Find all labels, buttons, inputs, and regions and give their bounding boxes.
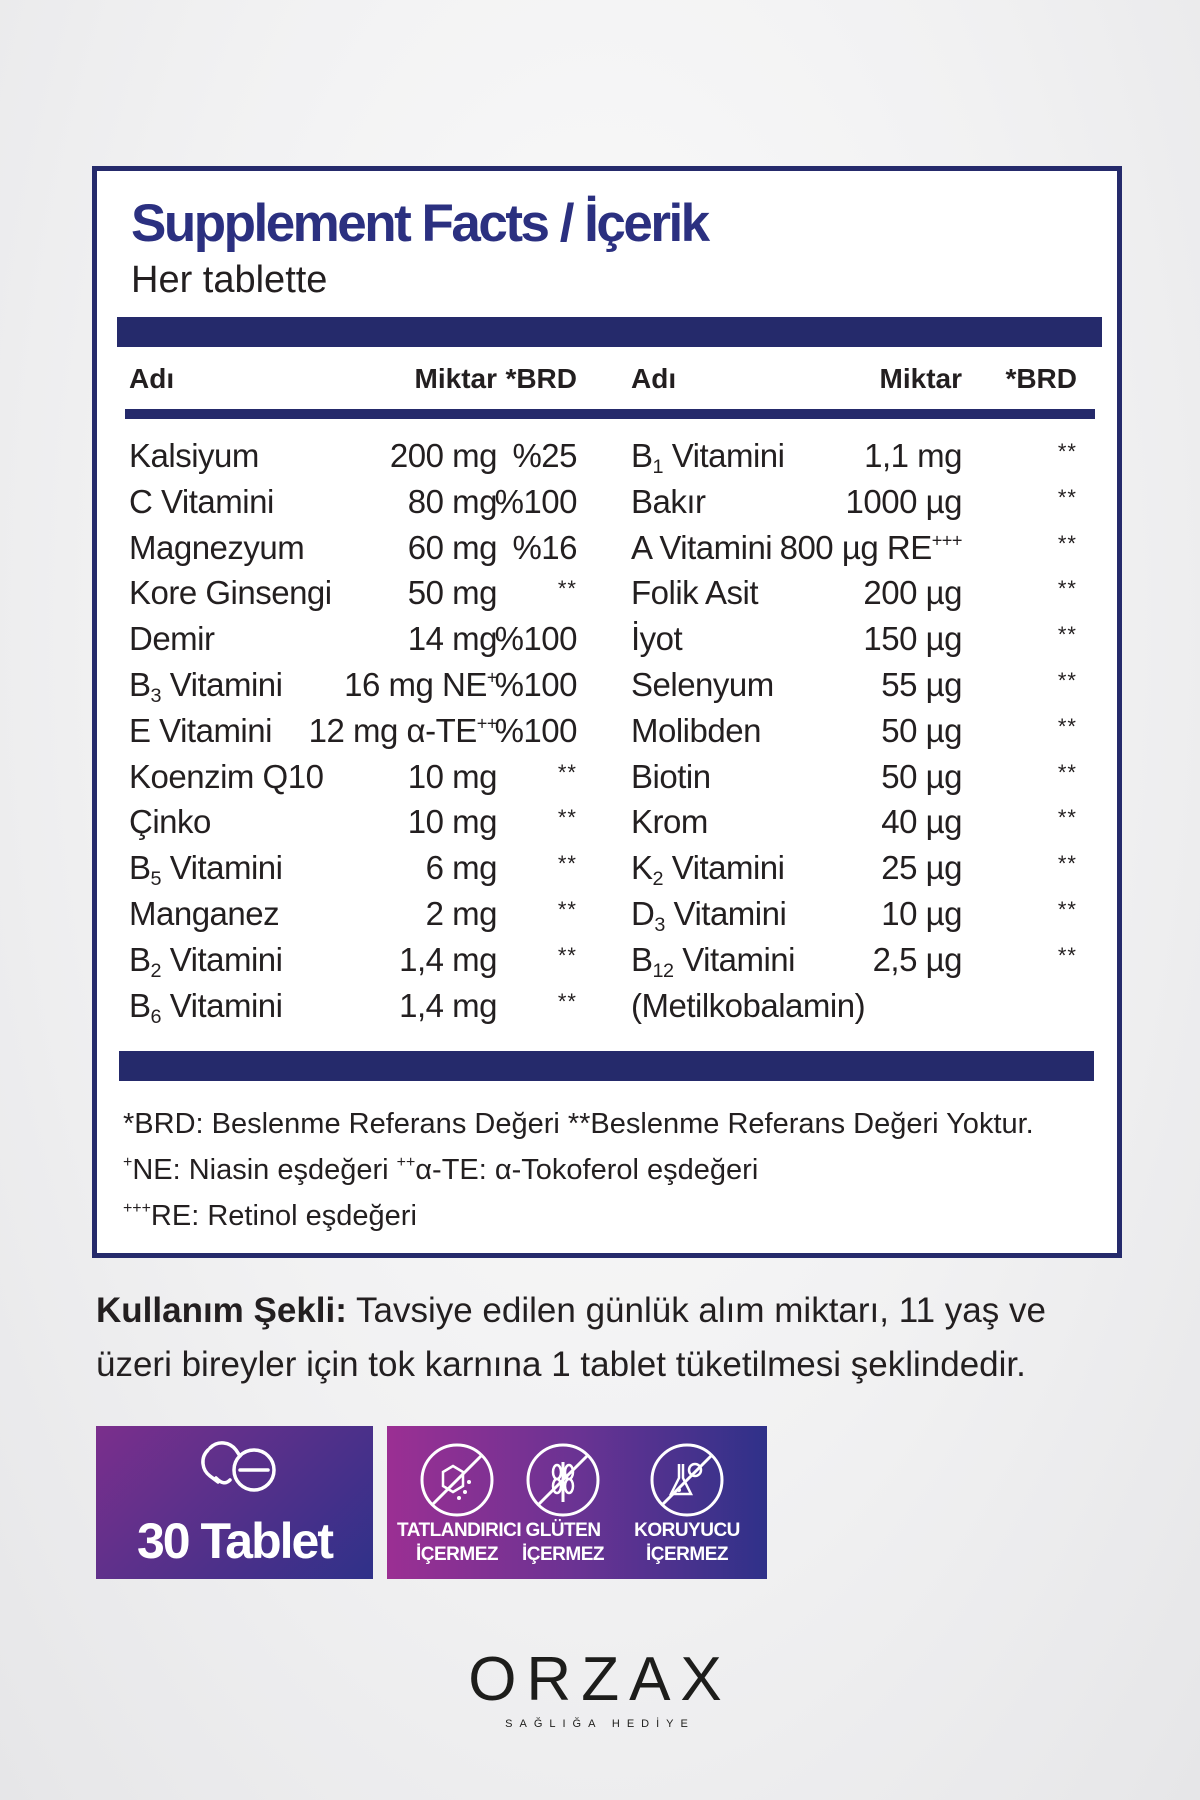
footnote-ne: +NE: Niasin eşdeğeri ++α-TE: α-Tokoferol eşdeğeri <box>123 1154 759 1186</box>
header-bar <box>117 317 1102 347</box>
nutrient-amount-left: 10 mg <box>407 803 497 841</box>
nutrient-brd-left: %100 <box>494 665 577 703</box>
badge-no-sweetener-line1: TATLANDIRICI <box>397 1520 522 1541</box>
nutrient-table <box>97 437 1117 1032</box>
table-row <box>97 758 1117 804</box>
nutrient-amount-left: 6 mg <box>425 849 497 887</box>
nutrient-brd-left: %100 <box>494 482 577 520</box>
nutrient-name-left: C Vitamini <box>129 482 274 520</box>
nutrient-name-left: Magnezyum <box>129 528 305 566</box>
column-header-amount-right: Miktar <box>879 363 962 394</box>
column-header-brd-right: *BRD <box>1005 363 1077 394</box>
no-gluten-icon <box>525 1442 601 1518</box>
nutrient-name-left: $B_3$ Vitamini <box>129 665 283 707</box>
nutrient-brd-left: ** <box>557 896 577 922</box>
footnote-brd: *BRD: Beslenme Referans Değeri **Beslenme Referans Değeri Yoktur. <box>123 1108 1034 1140</box>
nutrient-brd-right: ** <box>1057 713 1077 739</box>
nutrient-amount-right: 200 µg <box>863 574 962 612</box>
nutrient-amount-right: 150 µg <box>863 620 962 658</box>
nutrient-name-left: Koenzim Q10 <box>129 757 324 795</box>
no-sweetener-icon <box>419 1442 495 1518</box>
nutrient-amount-left: 12 mg α-TE++ <box>308 711 497 749</box>
nutrient-name-right: Krom <box>631 803 708 841</box>
table-row <box>97 895 1117 941</box>
nutrient-name-right: A Vitamini <box>631 528 773 566</box>
panel-title: Supplement Facts / İçerik <box>131 194 708 253</box>
nutrient-brd-right: ** <box>1057 622 1077 648</box>
nutrient-amount-left: 1,4 mg <box>399 940 497 978</box>
nutrient-amount-left: 1,4 mg <box>399 986 497 1024</box>
nutrient-brd-left: ** <box>557 851 577 877</box>
table-row <box>97 803 1117 849</box>
nutrient-brd-left: ** <box>557 805 577 831</box>
nutrient-brd-right: ** <box>1057 576 1077 602</box>
table-row <box>97 483 1117 529</box>
table-row <box>97 529 1117 575</box>
nutrient-name-right: (Metilkobalamin) <box>631 986 866 1024</box>
table-row <box>97 712 1117 758</box>
nutrient-amount-right: 40 µg <box>881 803 962 841</box>
nutrient-name-right: $K_2$ Vitamini <box>631 849 785 891</box>
tablet-count-badge <box>96 1426 373 1579</box>
nutrient-name-right: Selenyum <box>631 665 774 703</box>
nutrient-name-right: $B_1$ Vitamini <box>631 437 785 478</box>
nutrient-brd-right: ** <box>1057 759 1077 785</box>
nutrient-brd-right: ** <box>1057 530 1077 556</box>
nutrient-name-right: Folik Asit <box>631 574 759 612</box>
nutrient-amount-left: 14 mg <box>407 620 497 658</box>
nutrient-name-right: İyot <box>631 620 683 658</box>
nutrient-brd-left: ** <box>557 988 577 1014</box>
nutrient-amount-right: 1000 µg <box>845 482 962 520</box>
panel-subtitle: Her tablette <box>131 259 328 301</box>
nutrient-name-right: Molibden <box>631 711 761 749</box>
nutrient-amount-left: 2 mg <box>425 894 497 932</box>
usage-instructions <box>96 1284 1116 1392</box>
nutrient-name-left: $B_5$ Vitamini <box>129 849 283 891</box>
nutrient-name-right: $B_{12}$ Vitamini <box>631 940 795 982</box>
table-row <box>97 666 1117 712</box>
badge-no-sweetener <box>397 1442 522 1566</box>
table-row <box>97 987 1117 1033</box>
nutrient-brd-left: %100 <box>494 711 577 749</box>
badge-no-sweetener-line2: İÇERMEZ <box>416 1544 498 1565</box>
badge-no-gluten-line2: İÇERMEZ <box>522 1544 604 1565</box>
free-from-badges <box>387 1426 767 1579</box>
table-row <box>97 620 1117 666</box>
nutrient-brd-right: ** <box>1057 667 1077 693</box>
nutrient-brd-right: ** <box>1057 896 1077 922</box>
nutrient-name-left: $B_2$ Vitamini <box>129 940 283 982</box>
nutrient-brd-right: ** <box>1057 942 1077 968</box>
column-header-brd: *BRD <box>505 363 577 394</box>
nutrient-name-right: Bakır <box>631 482 706 520</box>
badge-no-preservative <box>627 1442 747 1566</box>
nutrient-name-left: Kalsiyum <box>129 437 259 474</box>
badge-no-gluten-line1: GLÜTEN <box>525 1520 601 1541</box>
table-row <box>97 437 1117 483</box>
nutrient-name-left: E Vitamini <box>129 711 272 749</box>
nutrient-amount-left: 50 mg <box>407 574 497 612</box>
nutrient-amount-left: 60 mg <box>407 528 497 566</box>
nutrient-amount-right: 55 µg <box>881 665 962 703</box>
nutrient-amount-left: 80 mg <box>407 482 497 520</box>
table-row <box>97 574 1117 620</box>
usage-label: Kullanım Şekli: <box>96 1291 347 1330</box>
usage-text: Tavsiye edilen günlük alım miktarı, 11 yaş ve üzeri bireyler için tok karnına 1 tablet tüketilmesi şeklindedir. <box>96 1291 1046 1384</box>
header-rule <box>125 409 1095 419</box>
nutrient-amount-right: 25 µg <box>881 849 962 887</box>
nutrient-amount-right: 1,1 mg <box>864 437 962 474</box>
badge-no-gluten <box>513 1442 613 1566</box>
footnotes <box>123 1101 1034 1239</box>
nutrient-name-left: Manganez <box>129 894 280 932</box>
nutrient-brd-right: ** <box>1057 805 1077 831</box>
nutrient-brd-left: %100 <box>494 620 577 658</box>
column-header-name-right: Adı <box>631 363 677 394</box>
nutrient-name-left: Demir <box>129 620 215 658</box>
nutrient-amount-right: 50 µg <box>881 757 962 795</box>
nutrient-brd-right: ** <box>1057 851 1077 877</box>
tablet-count-label: 30 Tablet <box>136 1513 333 1569</box>
table-row <box>97 941 1117 987</box>
no-preservative-icon <box>649 1442 725 1518</box>
nutrient-amount-right: 50 µg <box>881 711 962 749</box>
supplement-facts-panel <box>92 166 1122 1258</box>
footnote-re: +++RE: Retinol eşdeğeri <box>123 1200 417 1232</box>
nutrient-name-left: Kore Ginsengi <box>129 574 332 612</box>
capsule-tablet-icon <box>196 1438 282 1498</box>
nutrient-amount-left: 200 mg <box>389 437 497 474</box>
column-header-amount: Miktar <box>414 363 497 394</box>
nutrient-name-right: Biotin <box>631 757 711 795</box>
brand-tagline: SAĞLIĞA HEDİYE <box>505 1718 695 1730</box>
column-header-name: Adı <box>129 363 175 394</box>
brand-logo <box>0 1645 1200 1730</box>
table-row <box>97 849 1117 895</box>
nutrient-brd-left: ** <box>557 576 577 602</box>
nutrient-brd-right: ** <box>1057 484 1077 510</box>
nutrient-brd-left: ** <box>557 759 577 785</box>
nutrient-brd-left: ** <box>557 942 577 968</box>
badge-no-preservative-line2: İÇERMEZ <box>646 1544 728 1565</box>
nutrient-name-right: $D_3$ Vitamini <box>631 894 787 936</box>
nutrient-amount-left: 10 mg <box>407 757 497 795</box>
nutrient-brd-right: ** <box>1057 439 1077 464</box>
nutrient-amount-right: 2,5 µg <box>872 940 962 978</box>
nutrient-name-left: Çinko <box>129 803 211 841</box>
nutrient-brd-left: %16 <box>512 528 577 566</box>
brand-name: ORZAX <box>468 1645 732 1714</box>
nutrient-brd-left: %25 <box>512 437 577 474</box>
nutrient-name-left: $B_6$ Vitamini <box>129 986 283 1028</box>
footer-bar <box>119 1051 1094 1081</box>
nutrient-amount-right: 800 µg RE+++ <box>779 528 962 566</box>
nutrient-amount-left: 16 mg NE+ <box>344 665 497 703</box>
badge-no-preservative-line1: KORUYUCU <box>634 1520 740 1541</box>
nutrient-amount-right: 10 µg <box>881 894 962 932</box>
